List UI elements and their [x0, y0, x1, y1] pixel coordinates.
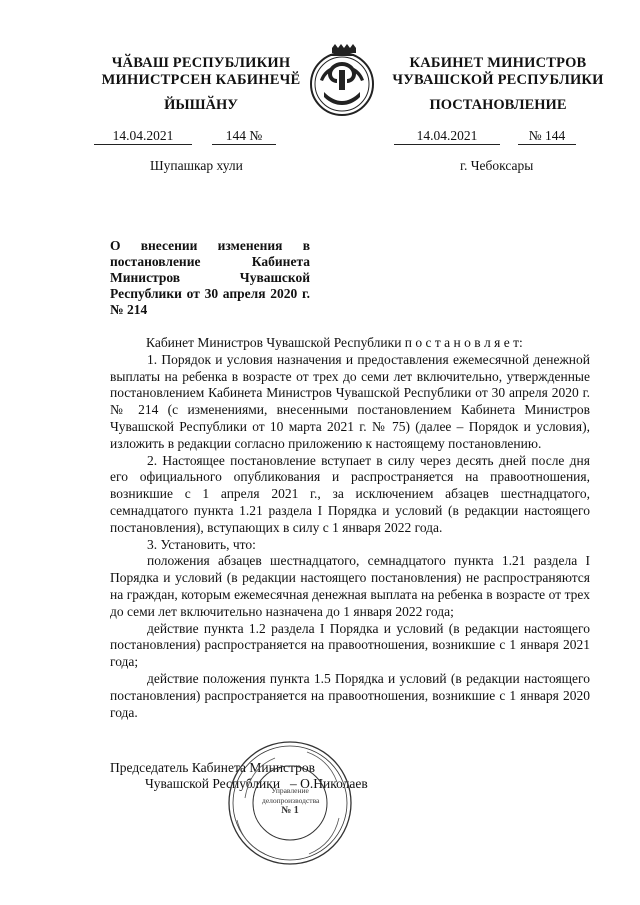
- body-paragraph-6: действие положения пункта 1.5 Порядка и условий (в редакции настоящего постановления) распространяется на правоотношения, возникшие с 1 января 2020 года.: [110, 670, 590, 720]
- stamp-inner-line1: Управление: [271, 786, 309, 795]
- body-paragraph-4: положения абзацев шестнадцатого, семнадцатого пункта 1.21 раздела I Порядка и условий (в редакции настоящего постановления) не распространяются на граждан, которым ежемесячная денежная выплата на ребенка в возрасте от трех до семи лет включительно назначена до 1 января 2022 года;: [110, 553, 590, 619]
- body-paragraph-3: 3. Установить, что:: [147, 536, 256, 552]
- document-subject: О внесении изменения в постановление Кабинета Министров Чувашской Республики от 30 апреля 2020 г. № 214: [110, 238, 310, 317]
- header-right-line2: ЧУВАШСКОЙ РЕСПУБЛИКИ: [392, 72, 604, 88]
- document-body: [110, 335, 590, 721]
- header-right-doc-type: ПОСТАНОВЛЕНИЕ: [429, 97, 567, 113]
- header-left-line1: ЧӐВАШ РЕСПУБЛИКИН: [111, 55, 291, 71]
- right-number-field: № 144: [518, 128, 576, 145]
- header-left-block: [96, 55, 306, 89]
- body-paragraph-2: 2. Настоящее постановление вступает в силу через десять дней после дня его официального опубликования и распространяется на правоотношения, возникшие с 1 апреля 2021 г., за исключением абзацев шестнадцатого, семнадцатого пункта 1.21 раздела I Порядка и условий (в редакции настоящего постановления), вступающих в силу с 1 января 2022 года.: [110, 452, 590, 535]
- signature-name: – О.Николаев: [290, 776, 368, 791]
- body-intro: Кабинет Министров Чувашской Республики п о с т а н о в л я е т:: [146, 335, 523, 350]
- signature-line2: Чувашской Республики: [145, 776, 281, 791]
- right-city: г. Чебоксары: [460, 158, 534, 173]
- header-left-doc-type: ЙЫШӐНУ: [164, 97, 238, 113]
- header-right-block: [388, 55, 608, 89]
- official-stamp: [225, 738, 355, 868]
- body-paragraph-1: 1. Порядок и условия назначения и предоставления ежемесячной денежной выплаты на ребенка в возрасте от трех до семи лет включительно, утвержденные постановлением Кабинета Министров Чувашской Республики от 30 апреля 2020 г. № 214 (с изменениями, внесенными постановлением Кабинета Министров Чувашской Республики от 10 марта 2021 г. № 75) (далее – Порядок и условия), изложить в редакции согласно приложению к настоящему постановлению.: [110, 351, 590, 451]
- left-number-field: 144 №: [212, 128, 276, 145]
- left-date-field: 14.04.2021: [94, 128, 192, 145]
- header-right-line1: КАБИНЕТ МИНИСТРОВ: [409, 55, 587, 71]
- signature-line1: Председатель Кабинета Министров: [110, 760, 315, 775]
- stamp-inner-line2: делопроизводства: [262, 796, 320, 805]
- header-left-line2: МИНИСТРСЕН КАБИНЕЧӖ: [101, 72, 301, 88]
- chuvash-emblem-icon: [302, 40, 382, 120]
- stamp-inner-number: № 1: [281, 805, 299, 816]
- right-date-field: 14.04.2021: [394, 128, 500, 145]
- body-paragraph-5: действие пункта 1.2 раздела I Порядка и условий (в редакции настоящего постановления) распространяется на правоотношения, возникшие с 1 января 2021 года;: [110, 620, 590, 670]
- left-city: Шупашкар хули: [150, 158, 243, 173]
